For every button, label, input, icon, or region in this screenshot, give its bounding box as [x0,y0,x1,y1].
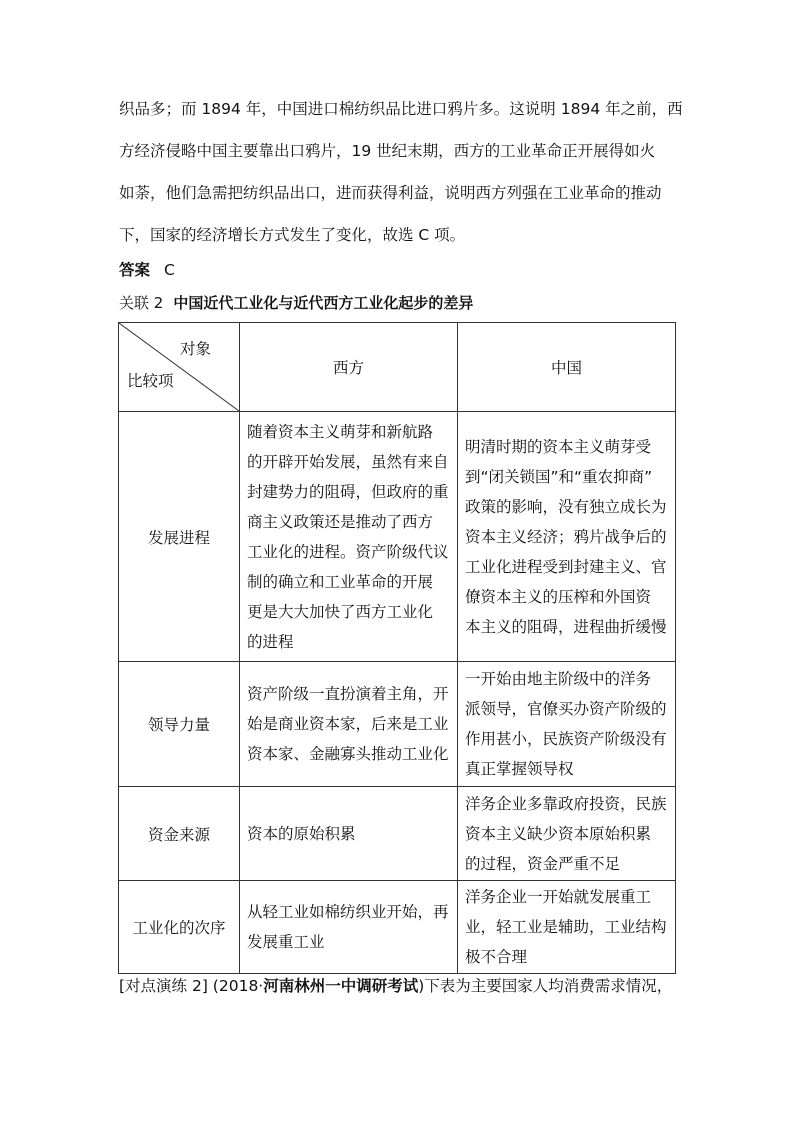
row-label: 资金来源 [119,787,240,881]
table-row [119,662,676,787]
corner-label-item: 比较项 [127,372,174,390]
row-label: 领导力量 [119,662,240,787]
column-header-china: 中国 [458,323,676,412]
cell-line: 极不合理 [465,948,528,966]
cell-line: 作用甚小，民族资产阶级没有 [465,730,667,748]
paragraph-line: 下，国家的经济增长方式发生了变化，故选 C 项。 [119,226,466,244]
cell-line: 始是商业资本家，后来是工业 [247,715,449,733]
cell-line: 资产阶级一直扮演着主角，开 [247,685,449,703]
footer-suffix: )下表为主要国家人均消费需求情况， [418,977,673,995]
cell-line: 资本主义经济；鸦片战争后的 [465,527,667,546]
table-row [119,412,676,662]
west-cell [240,662,458,787]
cell-line: 一开始由地主阶级中的洋务 [465,670,652,688]
cell-line: 制的确立和工业革命的开展 [247,572,434,591]
section-title: 中国近代工业化与近代西方工业化起步的差异 [173,294,474,312]
row-label: 工业化的次序 [119,881,240,974]
cell-line: 明清时期的资本主义萌芽受 [465,437,652,456]
section-label: 关联 2 [119,294,164,312]
cell-line: 随着资本主义萌芽和新航路 [247,422,434,441]
cell-line: 更是大大加快了西方工业化 [247,602,434,621]
cell-line: 资本的原始积累 [247,824,356,843]
cell-line: 商主义政策还是推动了西方 [247,512,434,531]
table-row [119,787,676,881]
footer-prefix: [对点演练 2] (2018· [119,977,264,995]
cell-line: 洋务企业一开始就发展重工 [465,888,652,906]
practice-question-intro [119,974,672,996]
china-cell [458,787,676,881]
section-heading [119,292,473,313]
cell-line: 资本家、金融寡头推动工业化 [247,745,449,763]
west-cell [240,787,458,881]
china-cell [458,881,676,974]
row-label: 发展进程 [119,412,240,662]
comparison-table [118,322,676,974]
china-cell [458,662,676,787]
cell-line: 僚资本主义的压榨和外国资 [465,587,652,606]
cell-line: 政策的影响，没有独立成长为 [465,497,667,516]
answer-line [119,258,175,280]
cell-line: 从轻工业如棉纺织业开始，再 [247,903,449,921]
answer-label: 答案 [119,261,151,279]
table-header-row [119,323,676,412]
cell-line: 发展重工业 [247,933,325,951]
cell-line: 业，轻工业是辅助，工业结构 [465,918,667,936]
west-cell [240,412,458,662]
china-cell [458,412,676,662]
paragraph-line: 织品多；而 1894 年，中国进口棉纺织品比进口鸦片多。这说明 1894 年之前，西 [119,100,683,118]
column-header-west: 西方 [240,323,458,412]
cell-line: 的过程，资金严重不足 [465,854,621,873]
cell-line: 洋务企业多靠政府投资，民族 [465,794,667,813]
paragraph-line: 方经济侵略中国主要靠出口鸦片，19 世纪末期，西方的工业革命正开展得如火 [119,142,656,160]
corner-label-object: 对象 [179,340,211,358]
cell-line: 本主义的阻碍，进程曲折缓慢 [465,617,667,636]
answer-value: C [164,261,175,279]
cell-line: 工业化的进程。资产阶级代议 [247,542,449,561]
cell-line: 资本主义缺少资本原始积累 [465,824,652,843]
cell-line: 的进程 [247,632,294,651]
cell-line: 到“闭关锁国”和“重农抑商” [465,467,653,486]
cell-line: 真正掌握领导权 [465,760,574,778]
west-cell [240,881,458,974]
cell-line: 封建势力的阻碍，但政府的重 [247,482,449,501]
footer-source: 河南林州一中调研考试 [263,977,419,995]
explanation-paragraph [119,88,683,256]
cell-line: 派领导，官僚买办资产阶级的 [465,700,667,718]
cell-line: 工业化进程受到封建主义、官 [465,557,667,576]
paragraph-line: 如荼，他们急需把纺织品出口，进而获得利益，说明西方列强在工业革命的推动 [119,184,662,202]
table-row [119,881,676,974]
cell-line: 的开辟开始发展，虽然有来自 [247,452,449,471]
corner-cell [119,323,240,412]
